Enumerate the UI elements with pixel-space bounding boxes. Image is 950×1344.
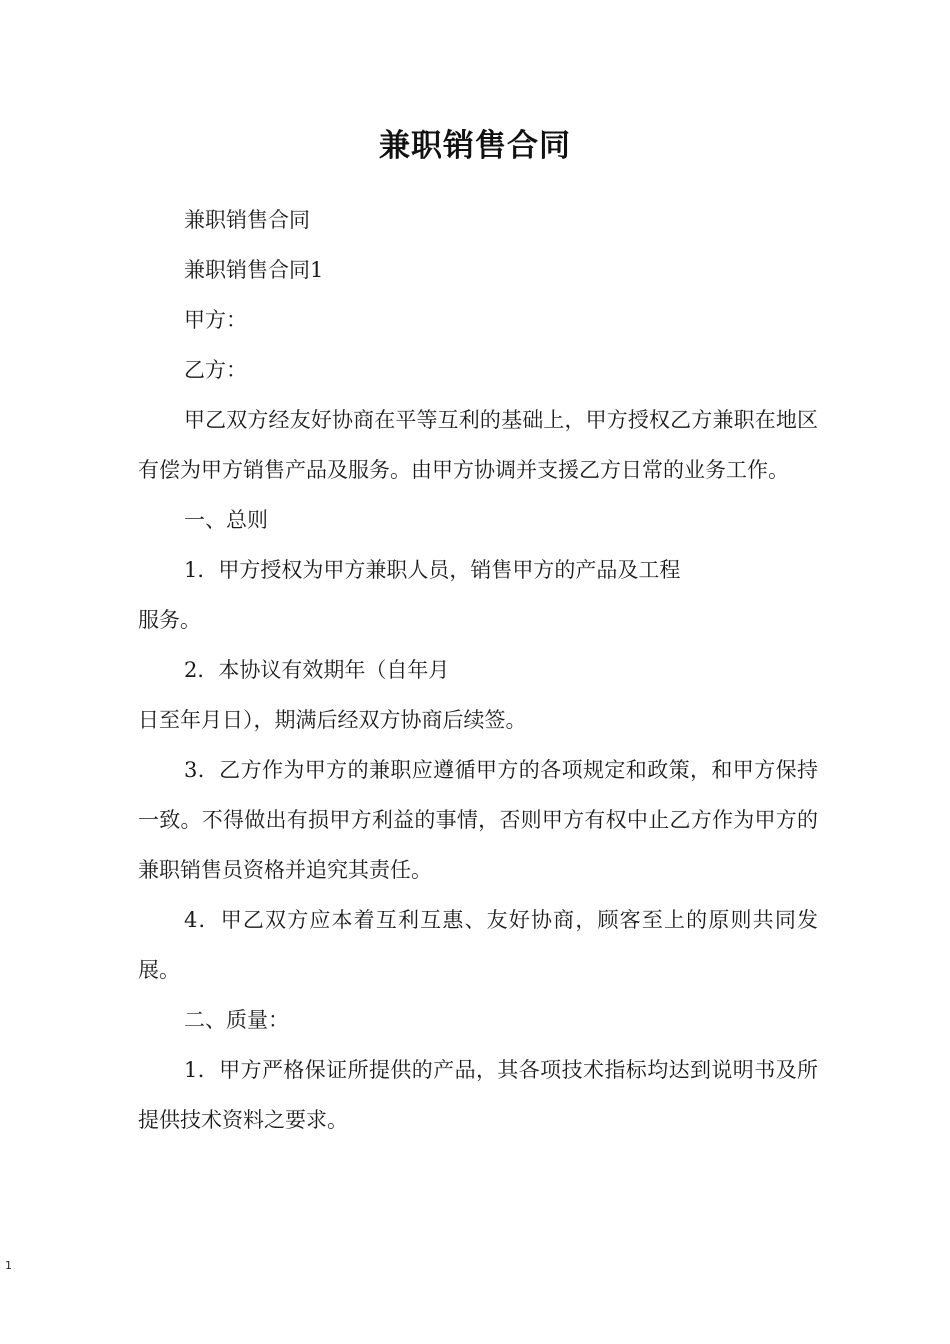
clause-1-1-continued: 服务。 [138,608,201,632]
paragraph-subheading: 兼职销售合同1 [184,258,324,282]
page-number: 1 [5,1259,12,1272]
paragraph-heading: 兼职销售合同 [184,208,310,232]
clause-1-2: 2．本协议有效期年（自年月 [184,658,450,682]
section-quality-heading: 二、质量： [184,1008,289,1032]
clause-1-3: 3．乙方作为甲方的兼职应遵循甲方的各项规定和政策，和甲方保持一致。不得做出有损甲方利益的事情，否则甲方有权中止乙方作为甲方的兼职销售员资格并追究其责任。 [138,758,818,882]
party-b-line: 乙方： [184,358,247,382]
clause-1-2-continued: 日至年月日），期满后经双方协商后续签。 [138,708,527,732]
document-body [138,195,818,1145]
document-title: 兼职销售合同 [379,128,571,164]
clause-1-4: 4．甲乙双方应本着互利互惠、友好协商，顾客至上的原则共同发展。 [138,908,818,982]
section-general-heading: 一、总则 [184,508,268,532]
paragraph-intro: 甲乙双方经友好协商在平等互利的基础上，甲方授权乙方兼职在地区有偿为甲方销售产品及服务。由甲方协调并支援乙方日常的业务工作。 [138,408,818,482]
clause-2-1: 1．甲方严格保证所提供的产品，其各项技术指标均达到说明书及所提供技术资料之要求。 [138,1058,818,1132]
party-a-line: 甲方： [184,308,247,332]
clause-1-1: 1．甲方授权为甲方兼职人员，销售甲方的产品及工程 [184,558,681,582]
